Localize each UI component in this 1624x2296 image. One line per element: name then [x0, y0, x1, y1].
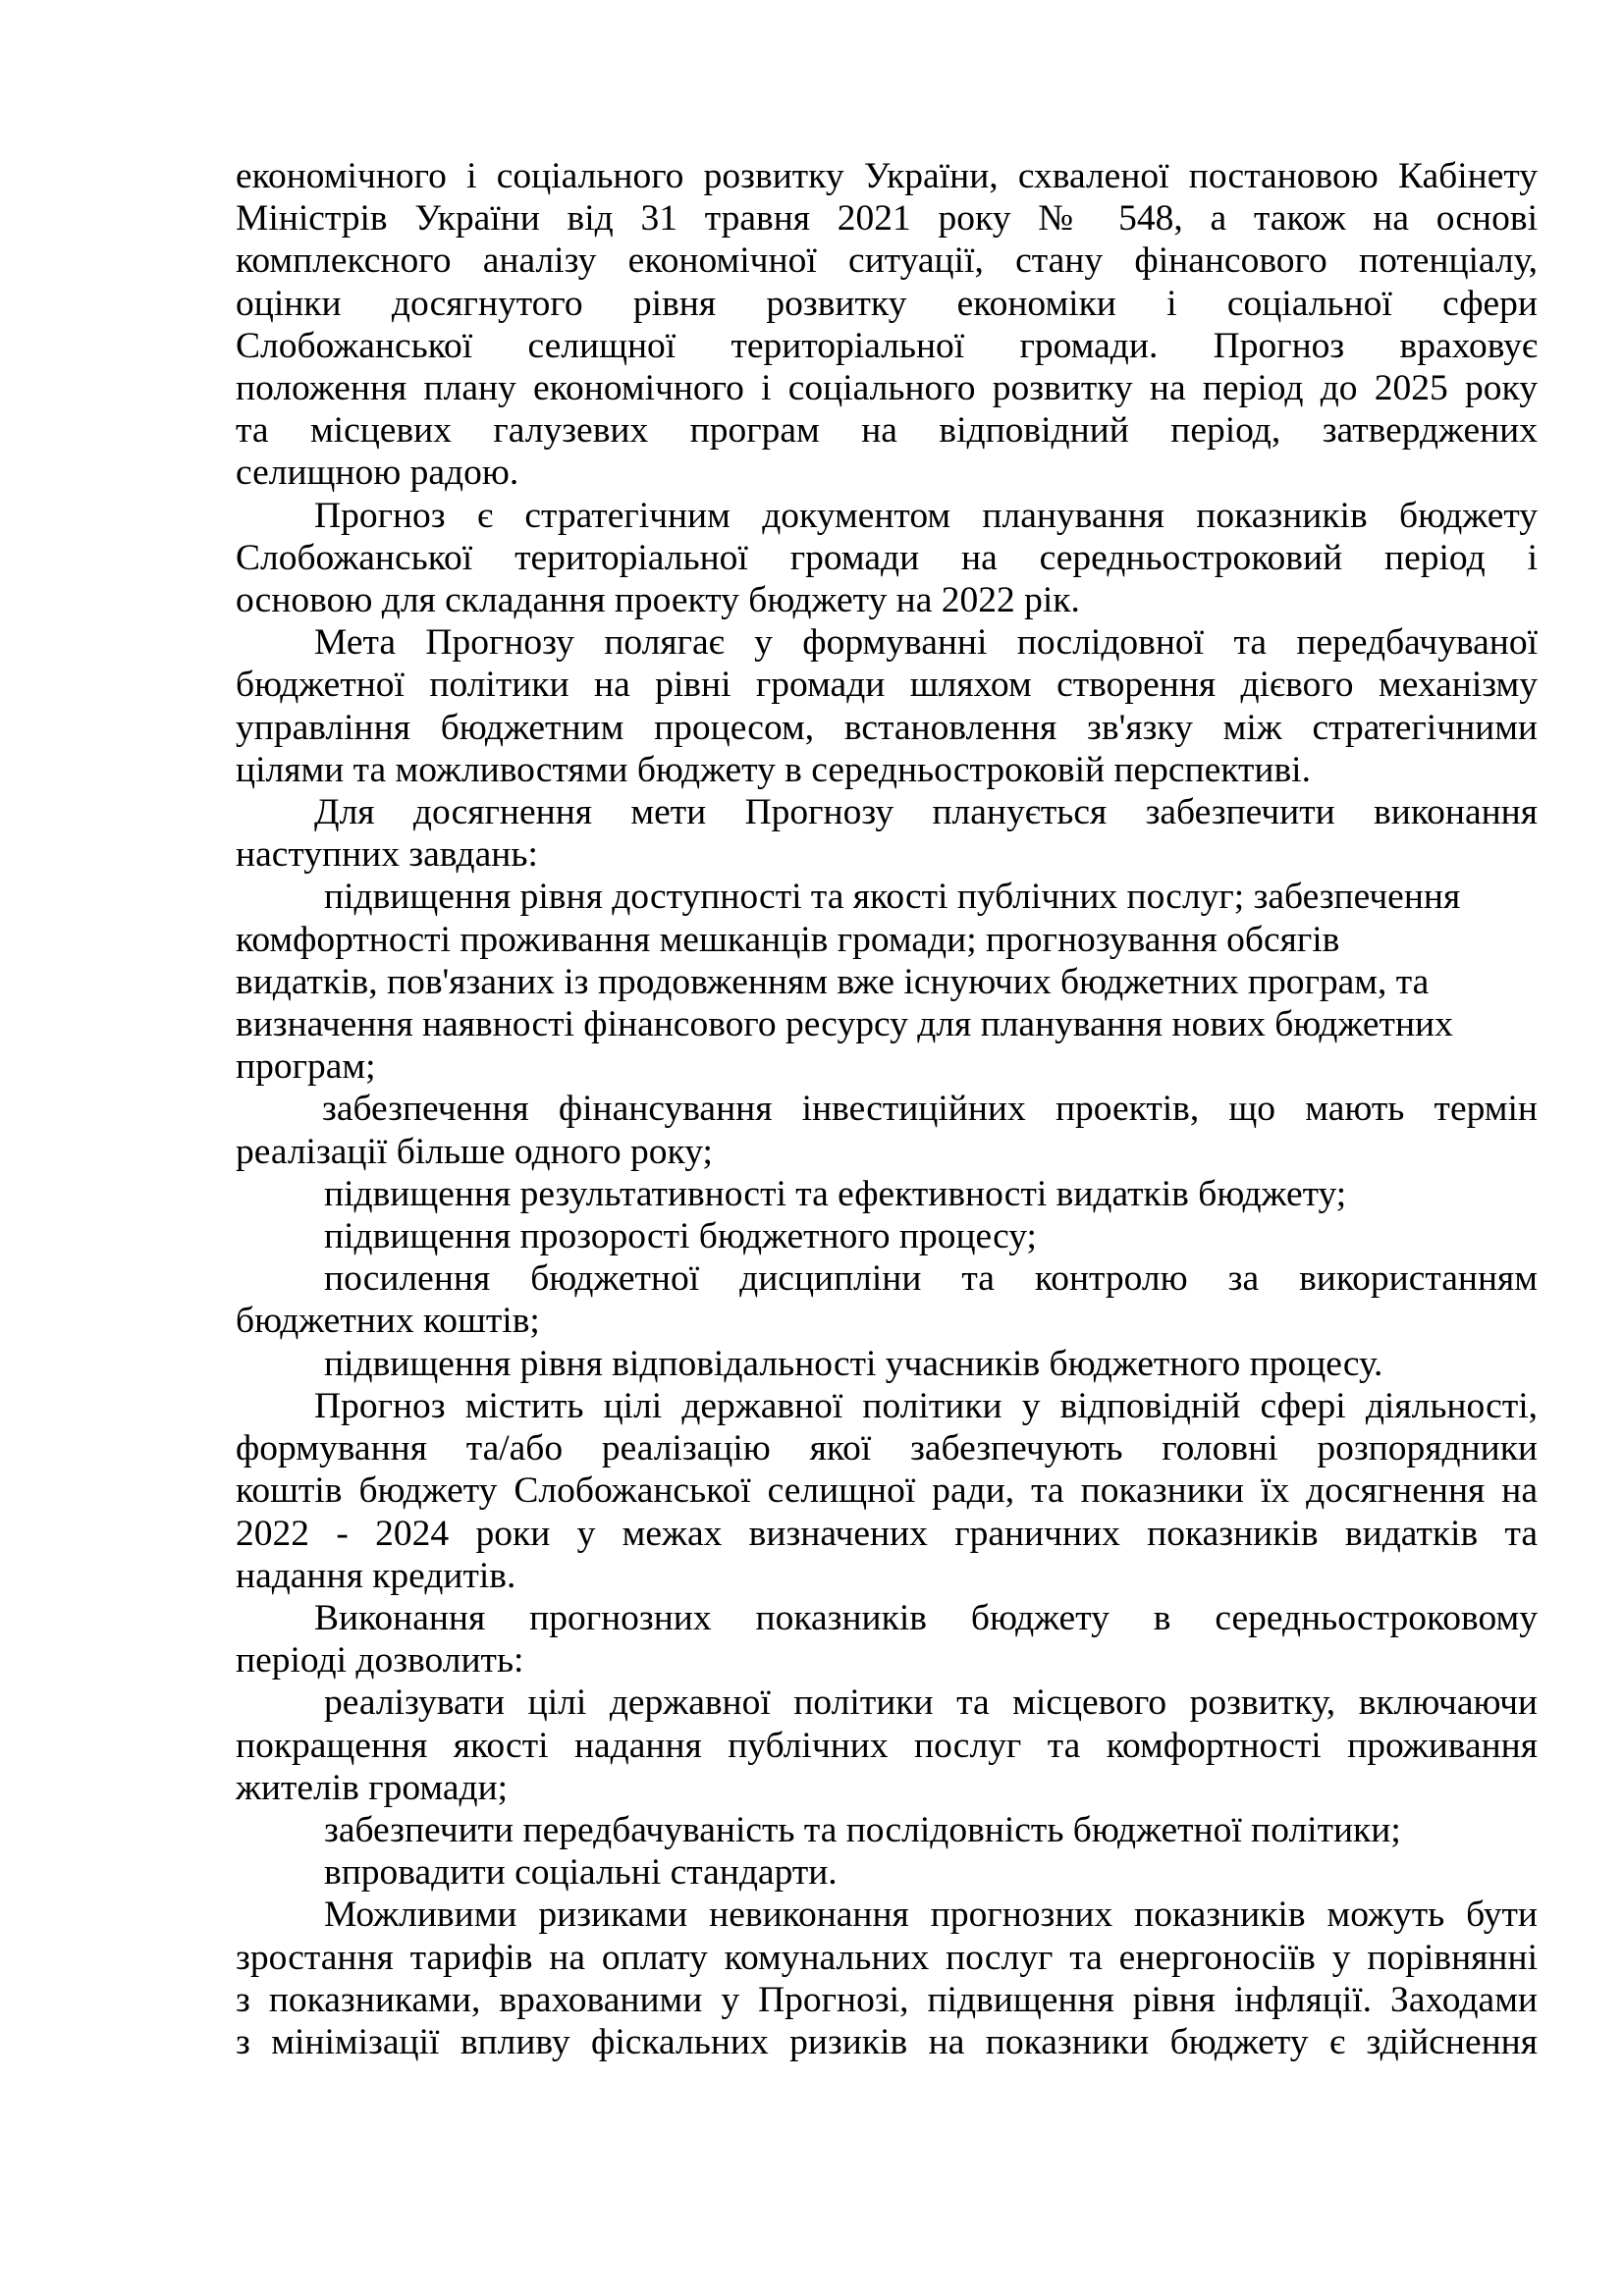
text-line: надання кредитів.	[236, 1555, 516, 1596]
text-line: положення плану економічного і соціального розвитку на період до 2025 року	[236, 368, 1538, 409]
text-line: 2022 - 2024 роки у межах визначених граничних показників видатків та	[236, 1513, 1538, 1554]
text-line: Міністрів України від 31 травня 2021 року № 548, а також на основі	[236, 198, 1538, 240]
list-item-first-line: забезпечення фінансування інвестиційних проектів, що мають термін	[322, 1089, 1538, 1130]
text-line: визначення наявності фінансового ресурсу для планування нових бюджетних	[236, 1004, 1453, 1045]
list-item: забезпечити передбачуваність та послідовність бюджетної політики;	[324, 1809, 1401, 1850]
text-line: коштів бюджету Слобожанської селищної ради, та показники їх досягнення на	[236, 1470, 1538, 1512]
text-line: бюджетних коштів;	[236, 1301, 540, 1342]
list-item: впровадити соціальні стандарти.	[324, 1852, 838, 1894]
text-line: управління бюджетним процесом, встановлення зв'язку між стратегічними	[236, 707, 1538, 748]
paragraph-first-line: Можливими ризиками невиконання прогнозних показників можуть бути	[324, 1895, 1538, 1936]
text-line: Слобожанської територіальної громади на середньостроковий період і	[236, 537, 1538, 578]
text-line: бюджетної політики на рівні громади шляхом створення дієвого механізму	[236, 665, 1538, 706]
text-line: жителів громади;	[236, 1767, 509, 1808]
text-line: оцінки досягнутого рівня розвитку економіки і соціальної сфери	[236, 283, 1538, 324]
text-line: формування та/або реалізацію якої забезпечують головні розпорядники	[236, 1428, 1538, 1469]
document-page	[236, 155, 1538, 2063]
text-line: зростання тарифів на оплату комунальних послуг та енергоносіїв у порівнянні	[236, 1937, 1538, 1978]
text-line: комплексного аналізу економічної ситуації, стану фінансового потенціалу,	[236, 240, 1538, 282]
text-line: з показниками, врахованими у Прогнозі, підвищення рівня інфляції. Заходами	[236, 1979, 1538, 2020]
paragraph-first-line: Виконання прогнозних показників бюджету в середньостроковому	[314, 1597, 1538, 1638]
paragraph-first-line: Для досягнення мети Прогнозу планується забезпечити виконання	[314, 792, 1538, 833]
text-line: Слобожанської селищної територіальної громади. Прогноз враховує	[236, 325, 1538, 366]
text-line: комфортності проживання мешканців громади; прогнозування обсягів	[236, 919, 1340, 960]
text-line: реалізації більше одного року;	[236, 1131, 713, 1172]
text-line: періоді дозволить:	[236, 1640, 524, 1682]
text-line: економічного і соціального розвитку України, схваленої постановою Кабінету	[236, 156, 1538, 196]
list-item-first-line: реалізувати цілі державної політики та місцевого розвитку, включаючи	[324, 1682, 1538, 1724]
text-line: основою для складання проекту бюджету на 2022 рік.	[236, 580, 1080, 621]
list-item-first-line: посилення бюджетної дисципліни та контролю за використанням	[324, 1258, 1538, 1300]
text-line: видатків, пов'язаних із продовженням вже існуючих бюджетних програм, та	[236, 961, 1430, 1002]
list-item: підвищення результативності та ефективності видатків бюджету;	[324, 1173, 1347, 1214]
text-line: цілями та можливостями бюджету в середньостроковій перспективі.	[236, 749, 1311, 790]
text-line: з мінімізації впливу фіскальних ризиків на показники бюджету є здійснення	[236, 2021, 1538, 2062]
text-line: покращення якості надання публічних послуг та комфортності проживання	[236, 1725, 1538, 1766]
paragraph-first-line: Мета Прогнозу полягає у формуванні послідовної та передбачуваної	[314, 622, 1538, 664]
text-line: селищною радою.	[236, 453, 519, 494]
text-line: та місцевих галузевих програм на відповідний період, затверджених	[236, 410, 1538, 452]
paragraph-first-line: Прогноз містить цілі державної політики у відповідній сфері діяльності,	[314, 1385, 1538, 1426]
list-item-first-line: підвищення рівня доступності та якості публічних послуг; забезпечення	[324, 877, 1461, 918]
list-item: підвищення рівня відповідальності учасників бюджетного процесу.	[324, 1343, 1383, 1384]
paragraph-first-line: Прогноз є стратегічним документом планування показників бюджету	[314, 495, 1538, 536]
text-line: програм;	[236, 1046, 376, 1088]
list-item: підвищення прозорості бюджетного процесу;	[324, 1216, 1037, 1257]
text-line: наступних завдань:	[236, 834, 538, 876]
